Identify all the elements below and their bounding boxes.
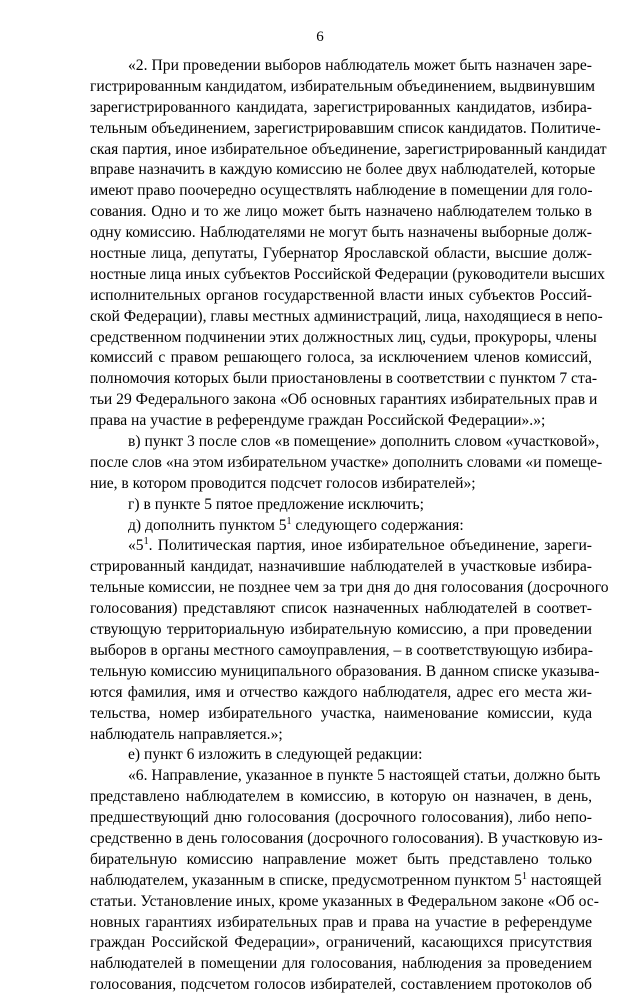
text-line: выборов в органы местного самоуправления, – в соответствующую избира- (90, 641, 593, 659)
text-line: сования. Одно и то же лицо может быть назначено наблюдателем только в (90, 203, 592, 221)
text-line: полномочия которых были приостановлены в соответствии с пунктом 7 ста- (90, 370, 598, 388)
text-line: граждан Российской Федерации», ограничений, касающихся присутствия (90, 934, 592, 952)
text-segment: следующего содержания: (291, 516, 464, 534)
text-line: г) в пункте 5 пятое предложение исключить; (128, 495, 424, 513)
text-line: имеют право поочередно осуществлять наблюдение в помещении для голо- (90, 182, 593, 200)
text-line: тельную комиссию муниципального образования. В данном списке указыва- (90, 662, 600, 680)
text-line: «6. Направление, указанное в пункте 5 настоящей статьи, должно быть (128, 767, 601, 785)
text-line: бирательную комиссию направление может быть представлено только (90, 850, 592, 868)
text-line: наблюдатель направляется.»; (90, 725, 283, 743)
text-line: одну комиссию. Наблюдателями не могут быть назначены выборные долж- (90, 224, 592, 242)
text-line: права на участие в референдуме граждан Российской Федерации».»; (90, 412, 546, 430)
text-line: тельным объединением, зарегистрировавшим список кандидатов. Политиче- (90, 119, 601, 137)
text-line: стрированный кандидат, назначившие наблюдателей в участковые избира- (90, 558, 592, 576)
text-line: ются фамилия, имя и отчество каждого наблюдателя, адрес его места жи- (90, 683, 592, 701)
text-line: средственном подчинении этих должностных лиц, судьи, прокуроры, члены (90, 328, 597, 346)
text-line: предшествующий дню голосования (досрочного голосования), либо непо- (90, 809, 592, 827)
text-line: голосования, подсчетом голосов избирателей, составлением протоколов об (90, 976, 592, 994)
text-line (90, 536, 592, 557)
text-line: голосования) представляют список назначенных наблюдателей в соответ- (90, 600, 592, 618)
text-segment: настоящей (526, 871, 602, 889)
text-line: тельные комиссии, не позднее чем за три дня до дня голосования (досрочного (90, 579, 609, 597)
page-number: 6 (316, 29, 324, 45)
text-segment: «5 (128, 537, 144, 555)
text-line: ская партия, иное избирательное объединение, зарегистрированный кандидат (90, 140, 607, 158)
text-line: тьи 29 Федерального закона «Об основных гарантиях избирательных прав и (90, 391, 598, 409)
superscript: 1 (286, 515, 292, 527)
text-line: после слов «на этом избирательном участке» дополнить словами «и помеще- (90, 453, 603, 471)
text-line: наблюдателей в помещении для голосования, наблюдения за проведением (90, 955, 592, 973)
text-line: ние, в котором проводится подсчет голосов избирателей»; (90, 474, 476, 492)
text-line: е) пункт 6 изложить в следующей редакции: (128, 746, 423, 764)
text-line: исполнительных органов государственной власти иных субъектов Россий- (90, 286, 592, 304)
text-line: ностные лица иных субъектов Российской Федерации (руководители высших (90, 265, 605, 283)
text-line: «2. При проведении выборов наблюдатель может быть назначен заре- (128, 57, 592, 74)
text-line: зарегистрированного кандидата, зарегистрированных кандидатов, избира- (90, 98, 592, 116)
text-line: средственно в день голосования (досрочного голосования). В участковую из- (90, 829, 603, 847)
text-line: новных гарантиях избирательных прав и права на участие в референдуме (90, 913, 592, 931)
text-line: ностные лица, депутаты, Губернатор Ярославской области, высшие долж- (90, 245, 592, 263)
text-line: тельства, номер избирательного участка, наименование комиссии, куда (90, 704, 592, 722)
text-line (90, 870, 602, 892)
superscript: 1 (143, 536, 149, 548)
text-line: комиссий с правом решающего голоса, за исключением членов комиссий, (90, 349, 592, 367)
document-body (90, 56, 609, 996)
text-line: ской Федерации), главы местных администраций, лица, находящиеся в непо- (90, 307, 603, 325)
text-line: в) пункт 3 после слов «в помещение» дополнить словом «участковой», (128, 433, 600, 451)
text-line (90, 516, 592, 537)
text-line: статьи. Установление иных, кроме указанных в Федеральном законе «Об ос- (90, 892, 599, 910)
text-line: гистрированным кандидатом, избирательным объединением, выдвинувшим (90, 77, 595, 95)
text-line: вправе назначить в каждую комиссию не более двух наблюдателей, которые (90, 161, 596, 179)
text-segment: д) дополнить пунктом 5 (128, 516, 287, 534)
text-segment: наблюдателем, указанным в списке, предусмотренном пунктом 5 (90, 871, 522, 889)
text-segment: . Политическая партия, иное избирательное объединение, зареги- (148, 537, 592, 555)
text-line: представлено наблюдателем в комиссию, в которую он назначен, в день, (90, 788, 592, 806)
text-line: ствующую территориальную избирательную комиссию, а при проведении (90, 621, 592, 639)
superscript: 1 (521, 870, 527, 882)
